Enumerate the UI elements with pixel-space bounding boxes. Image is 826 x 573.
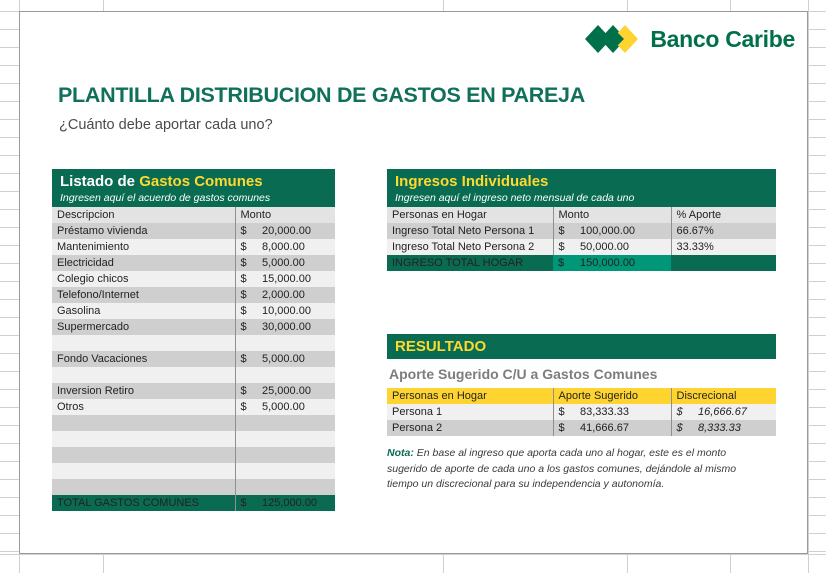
brand-logo: [584, 24, 795, 54]
expense-amount[interactable]: [257, 479, 335, 495]
table-row[interactable]: [52, 303, 335, 319]
expense-currency: [235, 447, 257, 463]
grid-hline: [808, 29, 826, 30]
grid-hline: [808, 533, 826, 534]
table-row[interactable]: [52, 287, 335, 303]
grid-hline: [808, 101, 826, 102]
grid-hline: [0, 425, 19, 426]
expense-amount[interactable]: 5,000.00: [262, 353, 305, 365]
grid-hline: [808, 515, 826, 516]
income-title-highlight: Ingresos Individuales: [395, 173, 549, 190]
sheet-content-area: [19, 11, 808, 554]
grid-hline: [0, 479, 19, 480]
expense-amount[interactable]: 5,000.00: [262, 257, 305, 269]
expenses-block: [52, 169, 335, 511]
table-row[interactable]: [52, 351, 335, 367]
grid-hline: [0, 407, 19, 408]
grid-hline: [0, 83, 19, 84]
expense-amount[interactable]: 15,000.00: [262, 273, 311, 285]
result-discrecional-amount: 16,666.67: [698, 406, 747, 418]
grid-hline: [0, 281, 19, 282]
diamond-logo-icon: [584, 24, 640, 54]
expense-label[interactable]: Colegio chicos: [57, 273, 129, 285]
table-row[interactable]: [52, 223, 335, 239]
expense-label[interactable]: [52, 415, 235, 431]
income-amount[interactable]: 100,000.00: [580, 225, 636, 237]
expenses-header: [52, 169, 335, 207]
grid-hline: [0, 335, 19, 336]
grid-hline: [808, 281, 826, 282]
income-percent: 33.33%: [671, 239, 776, 255]
expense-currency: [235, 367, 257, 383]
grid-hline: [808, 245, 826, 246]
grid-hline: [0, 227, 19, 228]
grid-hline: [0, 263, 19, 264]
grid-hline: [808, 479, 826, 480]
grid-hline: [808, 461, 826, 462]
grid-hline: [0, 515, 19, 516]
income-label[interactable]: Ingreso Total Neto Persona 2: [392, 241, 535, 253]
income-col-personas: Personas en Hogar: [387, 207, 553, 223]
result-table: [387, 388, 776, 436]
expense-amount[interactable]: 10,000.00: [262, 305, 311, 317]
income-currency: $: [553, 239, 575, 255]
grid-hline: [808, 389, 826, 390]
expense-label[interactable]: Préstamo vivienda: [57, 225, 148, 237]
grid-hline: [808, 155, 826, 156]
expense-currency: $: [235, 255, 257, 271]
grid-hline: [0, 353, 19, 354]
grid-hline: [0, 554, 826, 555]
expense-label[interactable]: Supermercado: [57, 321, 130, 333]
grid-hline: [0, 155, 19, 156]
expense-amount[interactable]: 30,000.00: [262, 321, 311, 333]
expense-label[interactable]: [52, 479, 235, 495]
expenses-col-monto: Monto: [235, 207, 335, 223]
result-aporte-amount: 41,666.67: [580, 422, 629, 434]
table-row[interactable]: [387, 404, 776, 420]
expense-currency: $: [235, 399, 257, 415]
income-instruction: Ingresen aquí el ingreso neto mensual de cada uno: [395, 192, 635, 204]
expenses-column-header: [52, 207, 335, 223]
grid-hline: [808, 317, 826, 318]
expenses-total-label: TOTAL GASTOS COMUNES: [52, 495, 235, 511]
table-row[interactable]: [52, 479, 335, 495]
income-column-header: [387, 207, 776, 223]
income-total-amount: 150,000.00: [575, 255, 671, 271]
income-header: [387, 169, 776, 207]
expense-label[interactable]: [52, 335, 235, 351]
result-col-discrecional: Discrecional: [671, 388, 776, 404]
expense-label[interactable]: Gasolina: [57, 305, 101, 317]
grid-vline: [808, 0, 809, 573]
income-currency: $: [553, 223, 575, 239]
result-aporte-amount: 83,333.33: [580, 406, 629, 418]
grid-hline: [808, 551, 826, 552]
grid-hline: [0, 65, 19, 66]
result-discrecional-currency: $: [671, 404, 693, 420]
expense-amount[interactable]: [257, 335, 335, 351]
income-col-monto: Monto: [553, 207, 671, 223]
expense-label[interactable]: [52, 367, 235, 383]
table-row[interactable]: [52, 415, 335, 431]
grid-hline: [808, 353, 826, 354]
expense-label[interactable]: Mantenimiento: [57, 241, 130, 253]
income-total-currency: $: [553, 255, 575, 271]
table-row[interactable]: [52, 367, 335, 383]
grid-hline: [808, 263, 826, 264]
table-row[interactable]: [387, 239, 776, 255]
expense-currency: $: [235, 287, 257, 303]
expense-currency: [235, 415, 257, 431]
expense-label[interactable]: Inversion Retiro: [57, 385, 135, 397]
expense-label[interactable]: Telefono/Internet: [57, 289, 139, 301]
expenses-total-currency: $: [235, 495, 257, 511]
expense-label[interactable]: [52, 431, 235, 447]
table-row[interactable]: [387, 223, 776, 239]
table-row[interactable]: [52, 463, 335, 479]
expense-currency: $: [235, 351, 257, 367]
income-label[interactable]: Ingreso Total Neto Persona 1: [392, 225, 535, 237]
grid-hline: [808, 443, 826, 444]
grid-hline: [808, 47, 826, 48]
brand-name: Banco Caribe: [650, 25, 795, 52]
grid-hline: [0, 371, 19, 372]
result-column-header: [387, 388, 776, 404]
result-person-label[interactable]: Persona 1: [392, 406, 443, 418]
income-amount[interactable]: 50,000.00: [580, 241, 629, 253]
expense-currency: [235, 463, 257, 479]
result-aporte-currency: $: [553, 420, 575, 436]
expense-currency: $: [235, 319, 257, 335]
grid-hline: [808, 371, 826, 372]
table-row[interactable]: [52, 255, 335, 271]
grid-hline: [0, 47, 19, 48]
grid-hline: [0, 497, 19, 498]
result-discrecional-amount: 8,333.33: [698, 422, 741, 434]
expenses-title-highlight: Gastos Comunes: [139, 173, 263, 190]
expense-amount[interactable]: 25,000.00: [262, 385, 311, 397]
expense-amount[interactable]: 8,000.00: [262, 241, 305, 253]
table-row[interactable]: [52, 383, 335, 399]
grid-hline: [808, 407, 826, 408]
grid-hline: [808, 209, 826, 210]
expense-amount[interactable]: [257, 463, 335, 479]
expenses-col-descripcion: Descripcion: [52, 207, 235, 223]
page-title: PLANTILLA DISTRIBUCION DE GASTOS EN PAREJA: [58, 83, 585, 107]
income-table: [387, 207, 776, 271]
grid-hline: [0, 29, 19, 30]
expense-currency: $: [235, 271, 257, 287]
result-note-label: Nota:: [387, 447, 414, 459]
expenses-total-amount: 125,000.00: [257, 495, 335, 511]
grid-hline: [0, 299, 19, 300]
expense-amount[interactable]: [257, 431, 335, 447]
expenses-total-row: [52, 495, 335, 511]
grid-hline: [0, 119, 19, 120]
grid-hline: [808, 83, 826, 84]
grid-hline: [0, 551, 19, 552]
grid-hline: [0, 533, 19, 534]
income-total-blank: [671, 255, 776, 271]
result-note-text: En base al ingreso que aporta cada uno al hogar, este es el monto sugerido de aporte de cada uno a los gastos comunes, dejándole al mismo tiempo un discrecional para su independencia y autonomía.: [387, 447, 737, 490]
table-row[interactable]: [52, 335, 335, 351]
grid-hline: [808, 65, 826, 66]
expense-label[interactable]: Otros: [57, 401, 84, 413]
result-subtitle: Aporte Sugerido C/U a Gastos Comunes: [387, 359, 776, 388]
expense-amount[interactable]: 2,000.00: [262, 289, 305, 301]
expense-label[interactable]: [52, 447, 235, 463]
table-row[interactable]: [52, 399, 335, 415]
expense-amount[interactable]: [257, 415, 335, 431]
result-band-title: RESULTADO: [387, 334, 776, 359]
grid-hline: [0, 443, 19, 444]
grid-hline: [808, 119, 826, 120]
expense-amount[interactable]: [257, 367, 335, 383]
expense-label[interactable]: Fondo Vacaciones: [57, 353, 148, 365]
result-note: [387, 446, 767, 493]
result-person-label[interactable]: Persona 2: [392, 422, 443, 434]
grid-hline: [808, 173, 826, 174]
expenses-table: [52, 207, 335, 511]
grid-hline: [0, 101, 19, 102]
expense-amount[interactable]: [257, 447, 335, 463]
grid-hline: [808, 497, 826, 498]
expense-currency: $: [235, 223, 257, 239]
expense-currency: [235, 479, 257, 495]
grid-hline: [0, 245, 19, 246]
grid-hline: [0, 317, 19, 318]
grid-hline: [808, 335, 826, 336]
expense-currency: $: [235, 303, 257, 319]
income-percent: 66.67%: [671, 223, 776, 239]
expense-currency: $: [235, 383, 257, 399]
result-aporte-currency: $: [553, 404, 575, 420]
result-block: [387, 334, 776, 436]
expense-currency: [235, 431, 257, 447]
expenses-title: [60, 173, 327, 191]
expense-label[interactable]: [52, 463, 235, 479]
result-discrecional-currency: $: [671, 420, 693, 436]
result-col-aporte: Aporte Sugerido: [553, 388, 671, 404]
income-block: [387, 169, 776, 271]
expense-currency: $: [235, 239, 257, 255]
grid-hline: [808, 425, 826, 426]
grid-hline: [0, 389, 19, 390]
grid-hline: [0, 137, 19, 138]
grid-hline: [808, 299, 826, 300]
expense-currency: [235, 335, 257, 351]
table-row[interactable]: [52, 239, 335, 255]
result-col-personas: Personas en Hogar: [387, 388, 553, 404]
grid-hline: [0, 173, 19, 174]
table-row[interactable]: [52, 431, 335, 447]
income-title: [395, 173, 768, 191]
table-row[interactable]: [52, 271, 335, 287]
table-row[interactable]: [387, 420, 776, 436]
table-row[interactable]: [52, 319, 335, 335]
page-subtitle: ¿Cuánto debe aportar cada uno?: [59, 117, 273, 133]
grid-hline: [0, 461, 19, 462]
income-col-pct: % Aporte: [671, 207, 776, 223]
expense-amount[interactable]: 20,000.00: [262, 225, 311, 237]
expense-label[interactable]: Electricidad: [57, 257, 114, 269]
income-total-label: INGRESO TOTAL HOGAR: [387, 255, 553, 271]
expense-amount[interactable]: 5,000.00: [262, 401, 305, 413]
table-row[interactable]: [52, 447, 335, 463]
grid-hline: [0, 191, 19, 192]
grid-hline: [808, 227, 826, 228]
grid-hline: [0, 209, 19, 210]
income-total-row: [387, 255, 776, 271]
expenses-title-plain: Listado de: [60, 173, 140, 190]
grid-hline: [808, 137, 826, 138]
grid-hline: [808, 191, 826, 192]
expenses-instruction: Ingresen aquí el acuerdo de gastos comunes: [60, 192, 271, 204]
